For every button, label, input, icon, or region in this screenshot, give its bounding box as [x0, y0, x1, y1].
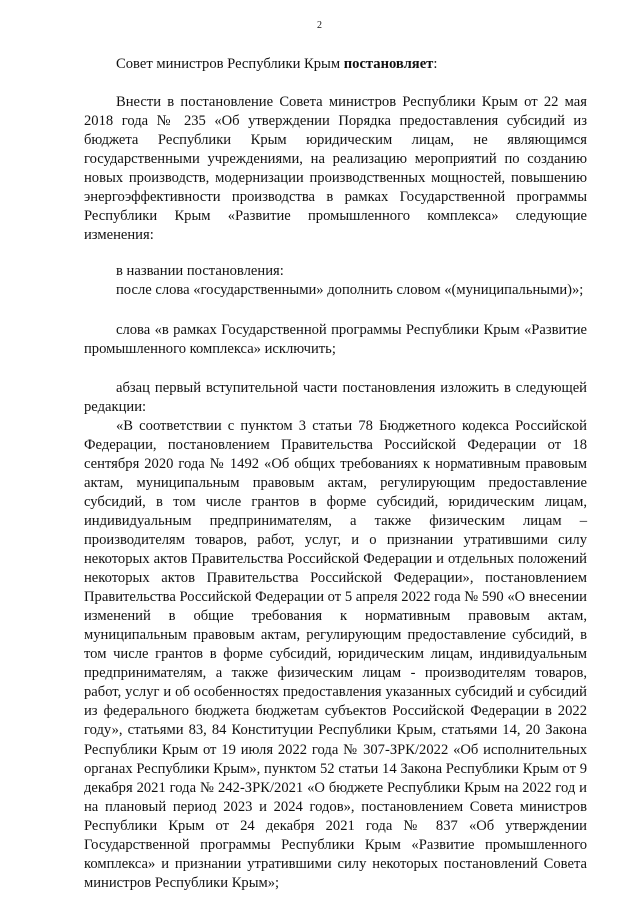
page-number: 2: [317, 20, 322, 31]
enacting-clause: [84, 55, 587, 74]
title-change-item-2: слова «в рамках Государственной программы Республики Крым «Развитие промышленного комплекса» исключить;: [84, 321, 587, 357]
document-body: [84, 55, 587, 893]
enacting-clause-colon: :: [433, 56, 438, 72]
enacting-clause-verb: постановляет: [343, 56, 434, 72]
preamble-new-text: «В соответствии с пунктом 3 статьи 78 Бюджетного кодекса Российской Федерации, постановлением Правительства Российской Федерации от 18 сентября 2020 года № 1492 «Об общих требованиях к нормативным правовым актам, муниципальным правовым актам, регулирующим предоставление субсидий, в том числе грантов в форме субсидий, юридическим лицам, индивидуальным предпринимателям, а также физическим лицам – производителям товаров, работ, услуг, и о признании утратившими силу некоторых актов Правительства Российской Федерации и отдельных положений некоторых актов Правительства Российской Федерации», постановлением Правительства Российской Федерации от 5 апреля 2022 года № 590 «О внесении изменений в общие требования к нормативным правовым актам, муниципальным правовым актам, регулирующим предоставление субсидий, в том числе грантов в форме субсидий, юридическим лицам, индивидуальным предпринимателям, а также физическим лицам - производителям товаров, работ, услуг и об особенностях предоставления указанных субсидий и субсидий из федерального бюджета бюджетам субъектов Российской Федерации в 2022 году», статьями 83, 84 Конституции Республики Крым, статьями 14, 20 Закона Республики Крым от 19 июля 2022 года № 307-ЗРК/2022 «Об исполнительных органах Республики Крым», пунктом 52 статьи 14 Закона Республики Крым от 9 декабря 2021 года № 242-ЗРК/2021 «О бюджете Республики Крым на 2022 год и на плановый период 2023 и 2024 годов», постановлением Совета министров Республики Крым от 24 декабря 2021 года № 837 «Об утверждении Государственной программы Республики Крым «Развитие промышленного комплекса» и признании утратившими силу некоторых постановлений Совета министров Республики Крым»;: [84, 417, 587, 891]
title-change-item-1: после слова «государственными» дополнить словом «(муниципальными)»;: [116, 282, 584, 299]
enacting-clause-text: Совет министров Республики Крым: [116, 56, 344, 72]
title-change-heading: в названии постановления:: [116, 263, 284, 280]
amendment-intro-paragraph: Внести в постановление Совета министров Республики Крым от 22 мая 2018 года № 235 «Об утверждении Порядка предоставления субсидий из бюджета Республики Крым юридическим лицам, не являющимся государственными учреждениями, на реализацию мероприятий по созданию новых производств, модернизации производственных мощностей, повышению энергоэффективности производства в рамках Государственной программы Республики Крым «Развитие промышленного комплекса» следующие изменения:: [84, 94, 587, 244]
preamble-change-heading: абзац первый вступительной части постановления изложить в следующей редакции:: [84, 379, 587, 415]
